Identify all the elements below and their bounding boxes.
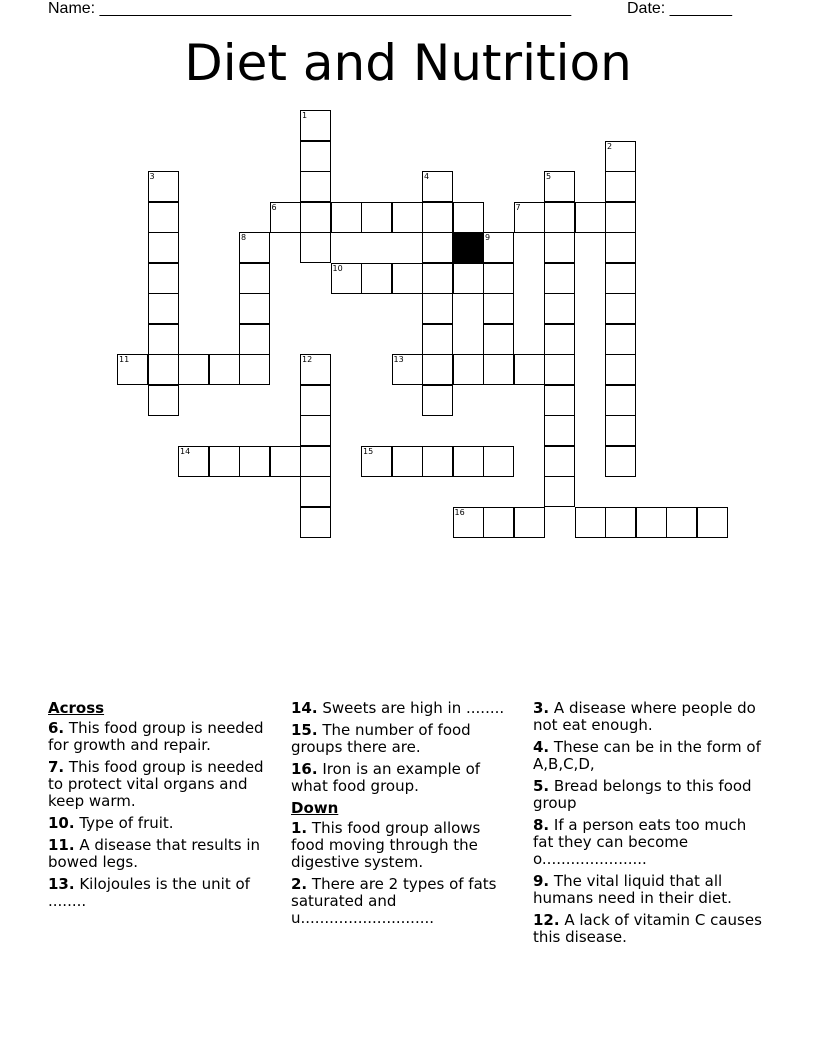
grid-cell[interactable] — [605, 507, 636, 538]
grid-cell[interactable] — [270, 202, 301, 233]
grid-cell[interactable] — [422, 324, 453, 355]
clue-text: The number of food groups there are. — [291, 721, 471, 756]
grid-cell[interactable] — [148, 324, 179, 355]
clue-number: 3 — [149, 172, 155, 181]
grid-cell[interactable] — [483, 354, 514, 385]
clue-list — [48, 720, 273, 910]
grid-cell[interactable] — [148, 354, 179, 385]
grid-cell[interactable] — [392, 263, 423, 294]
grid-cell[interactable] — [178, 354, 209, 385]
grid-cell[interactable] — [300, 141, 331, 172]
grid-cell[interactable] — [361, 446, 392, 477]
clue-number-label: 15. — [291, 721, 318, 739]
grid-cell[interactable] — [544, 354, 575, 385]
clue-text: Iron is an example of what food group. — [291, 760, 481, 795]
clue-number-label: 8. — [533, 816, 550, 834]
grid-cell[interactable] — [544, 385, 575, 416]
clue-number-label: 1. — [291, 819, 308, 837]
clue-item — [533, 778, 763, 812]
grid-cell[interactable] — [575, 202, 606, 233]
grid-cell[interactable] — [392, 202, 423, 233]
grid-cell[interactable] — [300, 385, 331, 416]
grid-cell[interactable] — [331, 202, 362, 233]
grid-cell[interactable] — [697, 507, 728, 538]
down-heading: Down — [291, 799, 339, 817]
grid-cell[interactable] — [453, 354, 484, 385]
grid-cell[interactable] — [422, 354, 453, 385]
grid-cell[interactable] — [605, 354, 636, 385]
grid-cell[interactable] — [544, 293, 575, 324]
date-field-label: Date: _______ — [627, 0, 732, 17]
grid-cell[interactable] — [422, 293, 453, 324]
clue-number: 8 — [241, 233, 247, 242]
clue-number-label: 3. — [533, 699, 550, 717]
grid-cell[interactable] — [575, 507, 606, 538]
grid-cell[interactable] — [392, 354, 423, 385]
grid-cell[interactable] — [331, 263, 362, 294]
clue-number-label: 11. — [48, 836, 75, 854]
grid-cell[interactable] — [422, 263, 453, 294]
clue-number: 9 — [485, 233, 491, 242]
clue-number: 2 — [607, 141, 613, 151]
grid-cell[interactable] — [148, 171, 179, 202]
clue-number-label: 10. — [48, 814, 75, 832]
clue-item — [48, 876, 273, 910]
grid-cell[interactable] — [117, 354, 148, 385]
grid-cell[interactable] — [178, 446, 209, 477]
clue-text: Sweets are high in ........ — [317, 699, 505, 717]
grid-cell[interactable] — [148, 385, 179, 416]
clue-number: 6 — [271, 202, 277, 212]
clue-item — [533, 739, 763, 773]
grid-cell[interactable] — [270, 446, 301, 477]
clue-text: A lack of vitamin C causes this disease. — [533, 911, 762, 946]
grid-cell[interactable] — [544, 171, 575, 202]
grid-cell[interactable] — [300, 202, 331, 233]
grid-cell[interactable] — [148, 263, 179, 294]
clue-number: 15 — [363, 446, 374, 456]
across-heading: Across — [48, 699, 105, 717]
grid-cell[interactable] — [361, 202, 392, 233]
clue-item — [533, 873, 763, 907]
clue-text: These can be in the form of A,B,C,D, — [533, 738, 761, 773]
grid-cell[interactable] — [361, 263, 392, 294]
clue-number: 11 — [119, 355, 130, 364]
grid-cell[interactable] — [605, 263, 636, 294]
clue-item — [291, 722, 516, 756]
grid-cell[interactable] — [544, 415, 575, 446]
grid-cell[interactable] — [605, 202, 636, 233]
clue-number: 12 — [302, 355, 313, 364]
grid-cell[interactable] — [300, 415, 331, 446]
grid-cell[interactable] — [300, 507, 331, 538]
clue-list — [291, 820, 516, 927]
grid-cell[interactable] — [544, 446, 575, 477]
grid-cell[interactable] — [239, 232, 270, 263]
clue-number: 5 — [546, 172, 552, 181]
grid-cell[interactable] — [239, 324, 270, 355]
grid-cell[interactable] — [544, 263, 575, 294]
clue-text: There are 2 types of fats saturated and u............................ — [291, 875, 497, 927]
grid-cell[interactable] — [300, 110, 331, 141]
clue-number-label: 7. — [48, 758, 65, 776]
grid-cell[interactable] — [605, 324, 636, 355]
clue-text: A disease that results in bowed legs. — [48, 836, 261, 871]
clue-list — [533, 700, 763, 946]
clue-item — [291, 761, 516, 795]
grid-cell[interactable] — [300, 476, 331, 507]
grid-cell[interactable] — [514, 354, 545, 385]
grid-cell[interactable] — [483, 263, 514, 294]
grid-cell[interactable] — [605, 446, 636, 477]
clue-number-label: 16. — [291, 760, 318, 778]
grid-cell[interactable] — [483, 293, 514, 324]
grid-cell[interactable] — [239, 446, 270, 477]
grid-cell[interactable] — [605, 232, 636, 263]
grid-cell[interactable] — [483, 232, 514, 263]
name-field-label: Name: _____________________________________________________ — [48, 0, 572, 17]
black-square — [453, 232, 484, 263]
grid-cell[interactable] — [239, 354, 270, 385]
grid-cell[interactable] — [209, 354, 240, 385]
clue-item — [291, 820, 516, 871]
clue-number-label: 6. — [48, 719, 65, 737]
grid-cell[interactable] — [544, 476, 575, 507]
clues-column-3 — [533, 700, 763, 951]
clue-number-label: 12. — [533, 911, 560, 929]
grid-cell[interactable] — [483, 507, 514, 538]
clues-column-1 — [48, 700, 273, 915]
grid-cell[interactable] — [422, 385, 453, 416]
clues-column-2 — [291, 700, 516, 932]
grid-cell[interactable] — [453, 507, 484, 538]
grid-cell[interactable] — [453, 446, 484, 477]
clue-number: 13 — [393, 355, 404, 364]
grid-cell[interactable] — [239, 263, 270, 294]
grid-cell[interactable] — [605, 415, 636, 446]
clue-number: 16 — [454, 507, 465, 517]
clue-text: This food group is needed to protect vital organs and keep warm. — [48, 758, 264, 810]
clue-item — [48, 720, 273, 754]
grid-cell[interactable] — [148, 293, 179, 324]
clue-number-label: 9. — [533, 872, 550, 890]
grid-cell[interactable] — [483, 324, 514, 355]
clue-text: A disease where people do not eat enough. — [533, 699, 756, 734]
clue-item — [291, 700, 516, 717]
clue-item — [533, 817, 763, 868]
clue-item — [533, 700, 763, 734]
grid-cell[interactable] — [300, 171, 331, 202]
grid-cell[interactable] — [300, 232, 331, 263]
grid-cell[interactable] — [239, 293, 270, 324]
grid-cell[interactable] — [666, 507, 697, 538]
grid-cell[interactable] — [422, 232, 453, 263]
grid-cell[interactable] — [422, 171, 453, 202]
grid-cell[interactable] — [148, 202, 179, 233]
clue-number-label: 5. — [533, 777, 550, 795]
clue-number: 14 — [180, 446, 191, 456]
grid-cell[interactable] — [514, 507, 545, 538]
grid-cell[interactable] — [544, 202, 575, 233]
grid-cell[interactable] — [483, 446, 514, 477]
clue-number: 4 — [424, 172, 430, 181]
clue-text: This food group is needed for growth and repair. — [48, 719, 264, 754]
clue-text: This food group allows food moving through the digestive system. — [291, 819, 481, 871]
clue-item — [291, 876, 516, 927]
grid-cell[interactable] — [422, 202, 453, 233]
grid-cell[interactable] — [300, 354, 331, 385]
grid-cell[interactable] — [605, 141, 636, 172]
grid-cell[interactable] — [514, 202, 545, 233]
clue-number: 7 — [515, 202, 521, 212]
clue-number-label: 2. — [291, 875, 308, 893]
clue-text: If a person eats too much fat they can become o...................... — [533, 816, 747, 868]
clue-text: Type of fruit. — [74, 814, 174, 832]
grid-cell[interactable] — [453, 202, 484, 233]
clue-number-label: 13. — [48, 875, 75, 893]
clue-item — [48, 837, 273, 871]
grid-cell[interactable] — [636, 507, 667, 538]
clue-number: 1 — [302, 111, 308, 120]
clue-number-label: 14. — [291, 699, 318, 717]
clue-text: Bread belongs to this food group — [533, 777, 752, 812]
grid-cell[interactable] — [148, 232, 179, 263]
page-title: Diet and Nutrition — [184, 34, 632, 92]
clue-item — [48, 815, 273, 832]
clue-list — [291, 700, 516, 795]
clue-text: The vital liquid that all humans need in their diet. — [533, 872, 732, 907]
clue-item — [48, 759, 273, 810]
clue-item — [533, 912, 763, 946]
clue-number-label: 4. — [533, 738, 550, 756]
grid-cell[interactable] — [422, 446, 453, 477]
grid-cell[interactable] — [605, 293, 636, 324]
grid-cell[interactable] — [605, 385, 636, 416]
grid-cell[interactable] — [453, 263, 484, 294]
grid-cell[interactable] — [392, 446, 423, 477]
grid-cell[interactable] — [544, 324, 575, 355]
grid-cell[interactable] — [300, 446, 331, 477]
grid-cell[interactable] — [544, 232, 575, 263]
grid-cell[interactable] — [605, 171, 636, 202]
clue-text: Kilojoules is the unit of ........ — [48, 875, 250, 910]
clue-number: 10 — [332, 263, 343, 273]
grid-cell[interactable] — [209, 446, 240, 477]
